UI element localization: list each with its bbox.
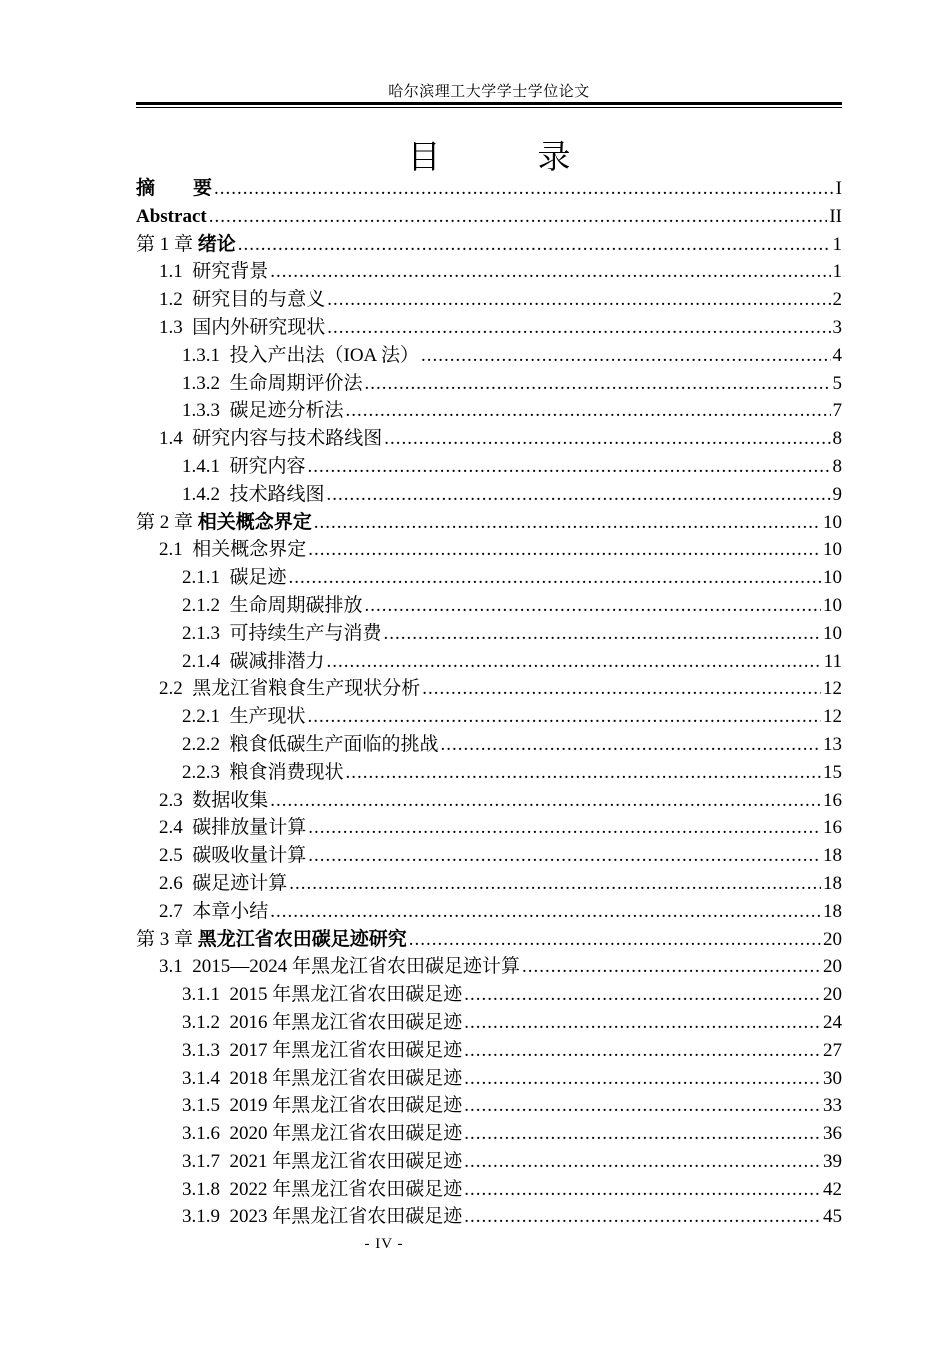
toc-entry-page: 8 [832,455,842,477]
toc-entry[interactable] [136,203,842,231]
toc-entry[interactable] [136,342,842,370]
toc-entry-title: 碳减排潜力 [229,650,325,672]
toc-entry-title: 粮食消费现状 [229,761,344,783]
toc-entry-title: 2022 年黑龙江省农田碳足迹 [229,1178,463,1200]
toc-dot-leader [308,814,821,842]
toc-entry-title: 黑龙江省农田碳足迹研究 [197,928,407,950]
toc-title: 目 录 [407,137,603,176]
toc-entry-number: 3.1.6 [182,1123,230,1145]
toc-entry-number: 第 3 章 [136,928,198,950]
toc-dot-leader [346,397,831,425]
toc-dot-leader [464,1065,821,1093]
toc-entry-title: 黑龙江省粮食生产现状分析 [192,678,421,700]
toc-entry-number: 3.1.2 [182,1011,230,1033]
toc-entry-title: 生命周期碳排放 [229,594,363,616]
toc-entry-page: 13 [823,733,842,755]
toc-entry[interactable] [136,703,842,731]
toc-entry[interactable] [136,425,842,453]
toc-entry-title: 2015 年黑龙江省农田碳足迹 [229,984,463,1006]
toc-entry[interactable] [136,648,842,676]
toc-entry[interactable] [136,1065,842,1093]
toc-entry-title: 2016 年黑龙江省农田碳足迹 [229,1011,463,1033]
toc-dot-leader [308,842,821,870]
toc-entry[interactable] [136,286,842,314]
toc-entry-number: 3.1.5 [182,1095,230,1117]
header-rule-thick [136,102,842,105]
toc-entry[interactable] [136,397,842,425]
toc-entry[interactable] [136,787,842,815]
toc-dot-leader [308,703,821,731]
toc-dot-leader [308,453,831,481]
toc-entry-number: 2.2.3 [182,761,230,783]
toc-entry-title: 生命周期评价法 [229,372,363,394]
toc-entry-title: 投入产出法（IOA 法） [229,344,419,366]
toc-dot-leader [464,1037,821,1065]
toc-dot-leader [327,314,830,342]
toc-dot-leader [289,870,821,898]
toc-entry[interactable] [136,953,842,981]
toc-entry-page: 18 [823,872,842,894]
toc-entry-page: II [829,205,842,227]
toc-entry[interactable] [136,1092,842,1120]
toc-entry-page: 4 [832,344,842,366]
toc-entry-page: 39 [823,1150,842,1172]
toc-entry-page: 12 [823,706,842,728]
toc-entry-number: 1.1 [159,261,193,283]
toc-entry-title: 摘 要 [136,178,213,199]
toc-entry-number: 1.4 [159,428,193,450]
toc-entry-number: 2.2.2 [182,733,230,755]
toc-dot-leader [384,425,830,453]
toc-entry[interactable] [136,870,842,898]
toc-entry[interactable] [136,258,842,286]
toc-entry[interactable] [136,814,842,842]
toc-entry-page: 7 [832,400,842,422]
toc-entry[interactable] [136,1203,842,1231]
toc-entry-number: 2.7 [159,900,193,922]
toc-entry-number: 1.3 [159,316,193,338]
toc-dot-leader [464,1092,821,1120]
toc-entry-page: 3 [832,316,842,338]
toc-entry-title: 可持续生产与消费 [229,622,382,644]
toc-entry-title: 2017 年黑龙江省农田碳足迹 [229,1039,463,1061]
toc-entry-number: 2.1.2 [182,594,230,616]
toc-entry-page: 20 [823,956,842,978]
toc-entry-title: 碳排放量计算 [192,817,307,839]
toc-entry-page: 10 [823,539,842,561]
toc-dot-leader [270,787,821,815]
toc-entry-page: 11 [823,650,842,672]
toc-entry[interactable] [136,675,842,703]
toc-entry-number: 1.3.2 [182,372,230,394]
toc-dot-leader [327,286,830,314]
toc-entry-title: 2021 年黑龙江省农田碳足迹 [229,1150,463,1172]
toc-dot-leader [464,1120,821,1148]
toc-entry-title: 研究背景 [192,261,269,283]
toc-entry-number: 2.1.3 [182,622,230,644]
toc-entry-page: 20 [823,928,842,950]
toc-entry[interactable] [136,1009,842,1037]
toc-entry-title: 2019 年黑龙江省农田碳足迹 [229,1095,463,1117]
toc-entry-number: 2.2 [159,678,193,700]
toc-entry-title: 研究目的与意义 [192,289,326,311]
toc-dot-leader [289,564,821,592]
toc-entry-title: 生产现状 [229,706,306,728]
toc-entry[interactable] [136,1148,842,1176]
toc-entry-page: 42 [823,1178,842,1200]
toc-entry[interactable] [136,926,842,954]
toc-entry[interactable] [136,842,842,870]
running-header: 哈尔滨理工大学学士学位论文 [388,84,590,100]
toc-entry-title: 碳足迹 [229,567,287,589]
toc-dot-leader [522,953,821,981]
toc-entry[interactable] [136,370,842,398]
toc-dot-leader [464,1203,821,1231]
toc-dot-leader [327,648,822,676]
toc-entry-page: I [835,178,842,199]
toc-entry-page: 33 [823,1095,842,1117]
toc-entry-title: 2023 年黑龙江省农田碳足迹 [229,1206,463,1228]
toc-entry-page: 1 [832,261,842,283]
toc-entry-number: 1.2 [159,289,193,311]
toc-dot-leader [464,1148,821,1176]
toc-dot-leader [308,536,821,564]
toc-entry-title: Abstract [136,205,207,227]
toc-entry-number: 2.1.4 [182,650,230,672]
toc-entry[interactable] [136,1037,842,1065]
toc-dot-leader [384,620,821,648]
toc-entry[interactable] [136,314,842,342]
toc-entry[interactable] [136,509,842,537]
toc-entry-page: 10 [823,567,842,589]
toc-entry[interactable] [136,759,842,787]
toc-entry-page: 16 [823,817,842,839]
toc-entry-title: 研究内容与技术路线图 [192,428,383,450]
toc-entry-number: 2.6 [159,872,193,894]
toc-entry-page: 10 [823,511,842,533]
toc-entry-number: 2.1 [159,539,193,561]
toc-entry[interactable] [136,620,842,648]
toc-entry-page: 1 [832,233,842,255]
toc-entry[interactable] [136,1120,842,1148]
toc-entry-title: 碳足迹分析法 [229,400,344,422]
toc-dot-leader [209,203,828,231]
toc-entry-page: 36 [823,1123,842,1145]
toc-dot-leader [365,370,831,398]
toc-entry-title: 2015—2024 年黑龙江省农田碳足迹计算 [192,956,521,978]
toc-entry-page: 10 [823,594,842,616]
toc-entry-title: 技术路线图 [229,483,325,505]
toc-entry-page: 16 [823,789,842,811]
toc-entry[interactable] [136,731,842,759]
toc-entry-number: 第 1 章 [136,233,198,255]
toc-entry-page: 45 [823,1206,842,1228]
toc-entry-number: 3.1.8 [182,1178,230,1200]
toc-entry-page: 5 [832,372,842,394]
toc-entry-page: 18 [823,900,842,922]
toc-entry-page: 9 [832,483,842,505]
toc-dot-leader [346,759,821,787]
toc-entry[interactable] [136,453,842,481]
toc-entry-title: 国内外研究现状 [192,316,326,338]
toc-entry-page: 24 [823,1011,842,1033]
toc-entry-title: 碳足迹计算 [192,872,288,894]
toc-dot-leader [327,481,831,509]
toc-dot-leader [270,898,821,926]
toc-entry-number: 3.1.1 [182,984,230,1006]
toc-entry-number: 2.4 [159,817,193,839]
toc-entry-number: 1.3.1 [182,344,230,366]
toc-entry-number: 3.1.7 [182,1150,230,1172]
toc-entry[interactable] [136,981,842,1009]
toc-dot-leader [314,509,821,537]
toc-entry-page: 18 [823,845,842,867]
toc-dot-leader [441,731,821,759]
toc-entry-title: 粮食低碳生产面临的挑战 [229,733,439,755]
toc-entry-number: 3.1.4 [182,1067,230,1089]
toc-entry[interactable] [136,536,842,564]
toc-entry-page: 27 [823,1039,842,1061]
toc-entry-page: 15 [823,761,842,783]
toc-dot-leader [270,258,830,286]
toc-dot-leader [464,1009,821,1037]
toc-entry[interactable] [136,564,842,592]
toc-entry-title: 2020 年黑龙江省农田碳足迹 [229,1123,463,1145]
toc-entry-title: 数据收集 [192,789,269,811]
toc-entry[interactable] [136,898,842,926]
toc-entry-number: 2.3 [159,789,193,811]
toc-entry-number: 2.1.1 [182,567,230,589]
toc-dot-leader [464,981,821,1009]
toc-entry-number: 2.2.1 [182,706,230,728]
toc-entry-page: 12 [823,678,842,700]
toc-dot-leader [365,592,821,620]
toc-entry-number: 3.1 [159,956,193,978]
toc-entry-title: 相关概念界定 [192,539,307,561]
toc-dot-leader [409,926,821,954]
table-of-contents [136,175,842,1231]
toc-entry-title: 研究内容 [229,455,306,477]
toc-entry-number: 1.4.1 [182,455,230,477]
toc-entry[interactable] [136,481,842,509]
toc-entry-number: 1.4.2 [182,483,230,505]
toc-entry-page: 20 [823,984,842,1006]
toc-entry-number: 第 2 章 [136,511,198,533]
toc-entry[interactable] [136,592,842,620]
header-rule-thin [136,107,842,108]
toc-entry[interactable] [136,1176,842,1204]
toc-entry-title: 碳吸收量计算 [192,845,307,867]
toc-entry[interactable] [136,231,842,259]
toc-entry[interactable] [136,175,842,203]
page-number: - IV - [364,1236,404,1252]
toc-entry-number: 2.5 [159,845,193,867]
toc-entry-number: 3.1.3 [182,1039,230,1061]
toc-entry-page: 2 [832,289,842,311]
toc-entry-title: 绪论 [197,233,236,255]
toc-dot-leader [214,175,834,203]
toc-entry-title: 相关概念界定 [197,511,312,533]
toc-dot-leader [238,231,831,259]
toc-entry-number: 3.1.9 [182,1206,230,1228]
toc-entry-title: 2018 年黑龙江省农田碳足迹 [229,1067,463,1089]
toc-entry-page: 30 [823,1067,842,1089]
toc-entry-number: 1.3.3 [182,400,230,422]
toc-dot-leader [421,342,831,370]
toc-entry-page: 10 [823,622,842,644]
toc-dot-leader [422,675,821,703]
toc-entry-page: 8 [832,428,842,450]
toc-entry-title: 本章小结 [192,900,269,922]
toc-dot-leader [464,1176,821,1204]
